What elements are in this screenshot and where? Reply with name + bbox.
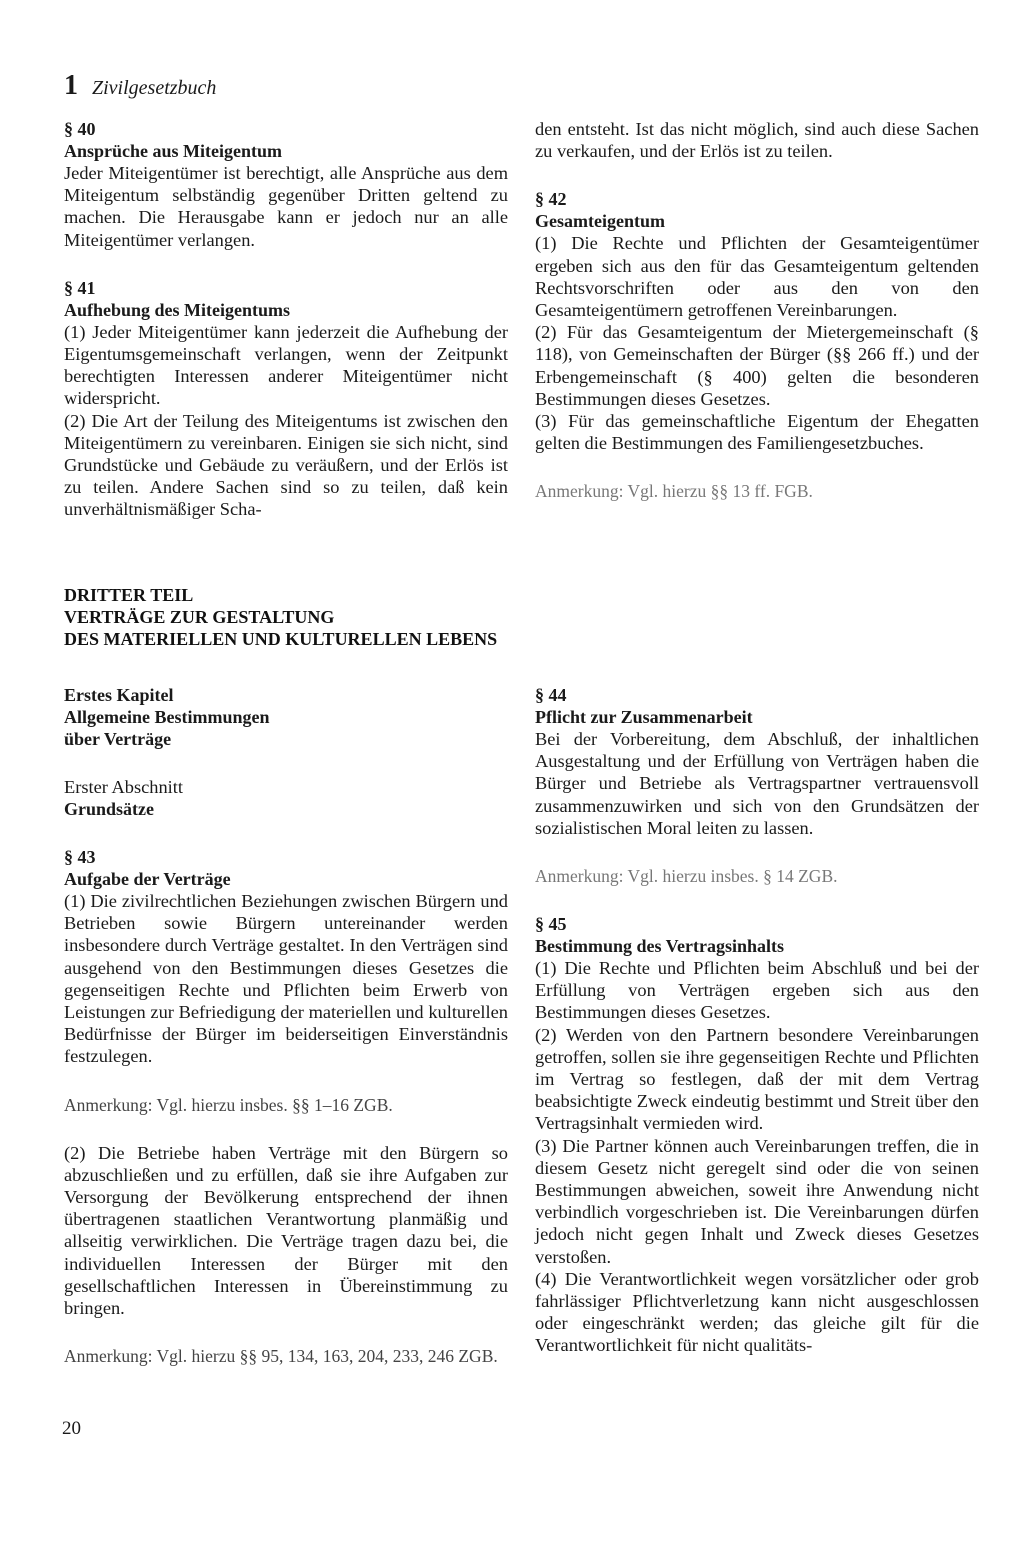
section-42-title: Gesamteigentum	[535, 211, 665, 232]
section-43-number: § 43	[64, 847, 96, 867]
section-45-paragraph-4: (4) Die Verantwortlichkeit wegen vorsätzlicher oder grob fahrlässiger Pflichtverletzung kann nicht ausgeschlossen oder eingeschränkt werden; das gleiche gilt für die Verantwortlichkeit für nicht qualitäts-	[535, 1268, 979, 1356]
part-heading-line-3: DES MATERIELLEN UND KULTURELLEN LEBENS	[64, 629, 498, 649]
section-43-annotation-2: Anmerkung: Vgl. hierzu §§ 95, 134, 163, 204, 233, 246 ZGB.	[64, 1346, 498, 1367]
section-44-title: Pflicht zur Zusammenarbeit	[535, 707, 753, 727]
section-42-annotation: Anmerkung: Vgl. hierzu §§ 13 ff. FGB.	[535, 481, 813, 502]
section-45-paragraph-1: (1) Die Rechte und Pflichten beim Abschluß und bei der Erfüllung von Verträgen ergeben sich aus den Bestimmungen dieses Gesetzes.	[535, 958, 979, 1023]
section-41-title: Aufhebung des Miteigentums	[64, 299, 291, 320]
chapter-heading-line-3: über Verträge	[64, 729, 172, 749]
section-heading: Grundsätze	[64, 799, 154, 819]
section-40-title: Ansprüche aus Miteigentum	[64, 141, 283, 161]
section-41-paragraph-1: (1) Jeder Miteigentümer kann jederzeit die Aufhebung der Eigentumsgemeinschaft verlangen, wenn der Zeitpunkt berechtigten Interessen anderer Miteigentümer nicht widerspricht.	[64, 321, 508, 409]
section-45-paragraph-3: (3) Die Partner können auch Vereinbarungen treffen, die in diesem Gesetz nicht geregelt sind oder die von seinen Bestimmungen abweichen, soweit ihre Anwendung nicht verbindlich vorgeschrieben ist. Die Vereinbarungen dürfen jedoch nicht gegen Inhalt und Zweck dieses Gesetzes verstoßen.	[535, 1135, 979, 1267]
section-40-text: Jeder Miteigentümer ist berechtigt, alle Ansprüche aus dem Miteigentum selbständig gegenüber Dritten geltend zu machen. Die Herausgabe kann er jedoch nur an alle Miteigentümer verlangen.	[64, 163, 508, 250]
running-header	[64, 70, 216, 102]
section-43-paragraph-2: (2) Die Betriebe haben Verträge mit den Bürgern so abzuschließen und zu erfüllen, daß sie ihre Aufgaben zur Versorgung der Bevölkerung entsprechend der ihnen übertragenen staatlichen Verantwortung planmäßig und allseitig verwirklichen. Die Verträge tragen dazu bei, die individuellen Interessen der Bürger mit den gesellschaftlichen Interessen in Übereinstimmung zu bringen.	[64, 1142, 508, 1319]
part-heading-line-2: VERTRÄGE ZUR GESTALTUNG	[64, 607, 335, 627]
top-right-column	[535, 118, 979, 502]
section-40-number: § 40	[64, 119, 96, 139]
chapter-heading-line-1: Erstes Kapitel	[64, 685, 174, 705]
section-44-annotation: Anmerkung: Vgl. hierzu insbes. § 14 ZGB.	[535, 866, 838, 887]
section-43-paragraph-1: (1) Die zivilrechtlichen Beziehungen zwischen Bürgern und Betrieben sowie Bürgern untereinander werden insbesondere durch Verträge gestaltet. In den Verträgen sind ausgehend von den Bestimmungen dieses Gesetzes die gegenseitigen Rechte und Pflichten beim Erwerb von Leistungen zur Befriedigung der materiellen und kulturellen Bedürfnisse der Bürger im beiderseitigen Einverständnis festzulegen.	[64, 891, 508, 1067]
section-44-text: Bei der Vorbereitung, dem Abschluß, der inhaltlichen Ausgestaltung und der Erfüllung von Verträgen haben die Bürger und Betriebe als Vertragspartner vertrauensvoll zusammenzuwirken und sich von den Grundsätzen der sozialistischen Moral leiten zu lassen.	[535, 729, 979, 838]
chapter-number: 1	[64, 70, 78, 101]
section-45-title: Bestimmung des Vertragsinhalts	[535, 936, 785, 957]
section-43-annotation-1: Anmerkung: Vgl. hierzu insbes. §§ 1–16 ZGB.	[64, 1094, 393, 1115]
section-42-paragraph-3: (3) Für das gemeinschaftliche Eigentum der Ehegatten gelten die Bestimmungen des Familiengesetzbuches.	[535, 411, 979, 454]
section-42-paragraph-1: (1) Die Rechte und Pflichten der Gesamteigentümer ergeben sich aus den für das Gesamteigentum geltenden Rechtsvorschriften oder aus den von den Gesamteigentümern getroffenen Vereinbarungen.	[535, 233, 979, 321]
section-label: Erster Abschnitt	[64, 777, 184, 797]
book-title: Zivilgesetzbuch	[92, 77, 217, 99]
section-41-number: § 41	[64, 277, 96, 298]
section-45-paragraph-2: (2) Werden von den Partnern besondere Vereinbarungen getroffen, sollen sie ihre gegenseitigen Rechte und Pflichten im Vertrag so festlegen, daß der mit dem Vertrag beabsichtigte Zweck eindeutig bestimmt und Streit über den Vertragsinhalt vermieden wird.	[535, 1024, 979, 1134]
top-left-column	[64, 118, 508, 521]
section-42-paragraph-2: (2) Für das Gesamteigentum der Mietergemeinschaft (§ 118), von Gemeinschaften der Bürger (§§ 266 ff.) und der Erbengemeinschaft (§ 400) gelten die besonderen Bestimmungen dieses Gesetzes.	[535, 322, 979, 409]
section-42-number: § 42	[535, 189, 567, 210]
section-45-number: § 45	[535, 914, 567, 935]
bottom-right-column	[535, 684, 979, 1357]
page-number: 20	[62, 1418, 81, 1439]
section-41-paragraph-2: (2) Die Art der Teilung des Miteigentums ist zwischen den Miteigentümern zu vereinbaren. Einigen sie sich nicht, sind Grundstücke und Gebäude zu veräußern, und der Erlös ist zu teilen. Andere Sachen sind so zu teilen, daß kein unverhältnismäßiger Scha-	[64, 410, 508, 520]
section-44-number: § 44	[535, 685, 567, 705]
part-heading-line-1: DRITTER TEIL	[64, 585, 194, 605]
bottom-left-column	[64, 684, 508, 1367]
part-heading	[64, 584, 497, 650]
section-41-continuation: den entsteht. Ist das nicht möglich, sind auch diese Sachen zu verkaufen, und der Erlös ist zu teilen.	[535, 119, 979, 162]
section-43-title: Aufgabe der Verträge	[64, 869, 231, 889]
chapter-heading-line-2: Allgemeine Bestimmungen	[64, 707, 270, 727]
